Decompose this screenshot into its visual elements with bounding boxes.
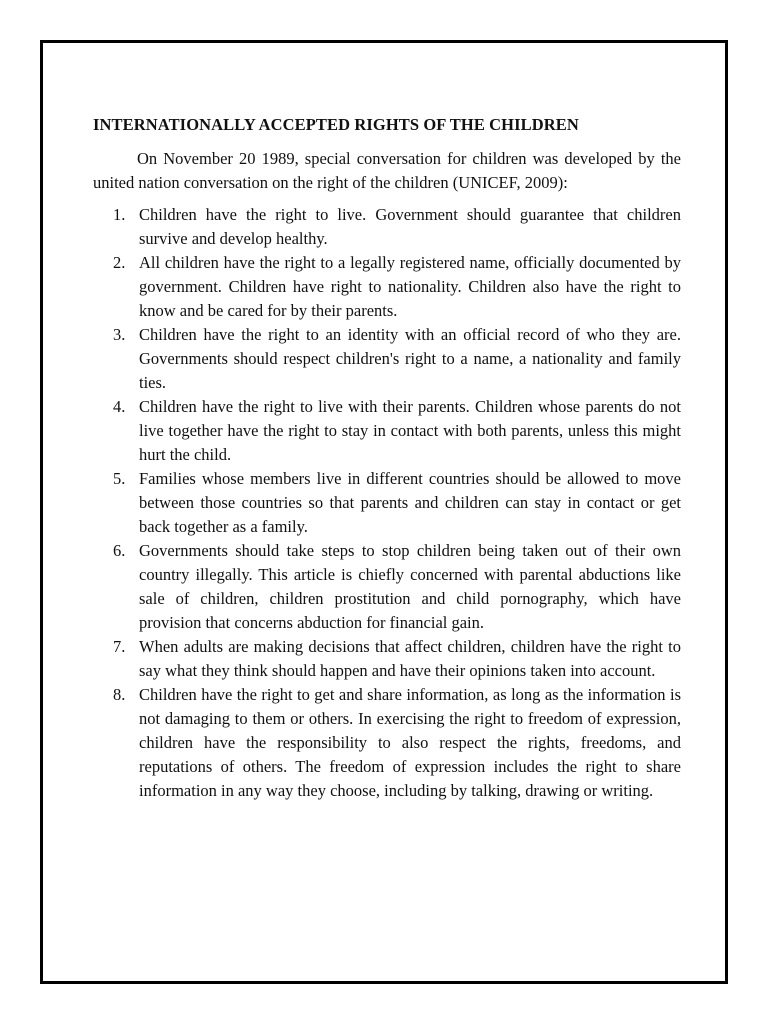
list-item <box>93 395 681 467</box>
list-item-number: 1. <box>113 205 126 224</box>
list-item-text: Children have the right to live with their parents. Children whose parents do not live together have the right to stay in contact with both parents, unless this might hurt the child. <box>139 397 681 464</box>
page-border <box>40 40 728 984</box>
list-item-number: 4. <box>113 397 126 416</box>
intro-paragraph: On November 20 1989, special conversation for children was developed by the united nation conversation on the right of the children (UNICEF, 2009): <box>93 149 681 192</box>
list-item-text: Governments should take steps to stop children being taken out of their own country illegally. This article is chiefly concerned with parental abductions like sale of children, children prostitution and child pornography, which have provision that concerns abduction for financial gain. <box>139 541 681 632</box>
list-item-number: 5. <box>113 469 126 488</box>
list-item-text: Children have the right to an identity with an official record of who they are. Governments should respect children's right to a name, a nationality and family ties. <box>139 325 681 392</box>
list-item-text: All children have the right to a legally registered name, officially documented by government. Children have right to nationality. Children also have the right to know and be cared for by their parents. <box>139 253 681 320</box>
document-content <box>93 113 681 803</box>
list-item-text: Children have the right to get and share information, as long as the information is not damaging to them or others. In exercising the right to freedom of expression, children have the responsibility to also respect the rights, freedoms, and reputations of others. The freedom of expression includes the right to share information in any way they choose, including by talking, drawing or writing. <box>139 685 681 800</box>
list-item-text: Children have the right to live. Government should guarantee that children survive and develop healthy. <box>139 205 681 248</box>
list-item-number: 2. <box>113 253 126 272</box>
list-item-number: 7. <box>113 637 126 656</box>
list-item <box>93 683 681 803</box>
list-item <box>93 203 681 251</box>
list-item <box>93 323 681 395</box>
list-item <box>93 251 681 323</box>
list-item <box>93 539 681 635</box>
list-item <box>93 467 681 539</box>
list-item-number: 6. <box>113 541 126 560</box>
list-item <box>93 635 681 683</box>
document-title: INTERNATIONALLY ACCEPTED RIGHTS OF THE CHILDREN <box>93 115 579 134</box>
list-item-number: 8. <box>113 685 126 704</box>
list-item-number: 3. <box>113 325 126 344</box>
list-item-text: When adults are making decisions that affect children, children have the right to say what they think should happen and have their opinions taken into account. <box>139 637 681 680</box>
list-item-text: Families whose members live in different countries should be allowed to move between those countries so that parents and children can stay in contact or get back together as a family. <box>139 469 681 536</box>
rights-list <box>93 203 681 803</box>
